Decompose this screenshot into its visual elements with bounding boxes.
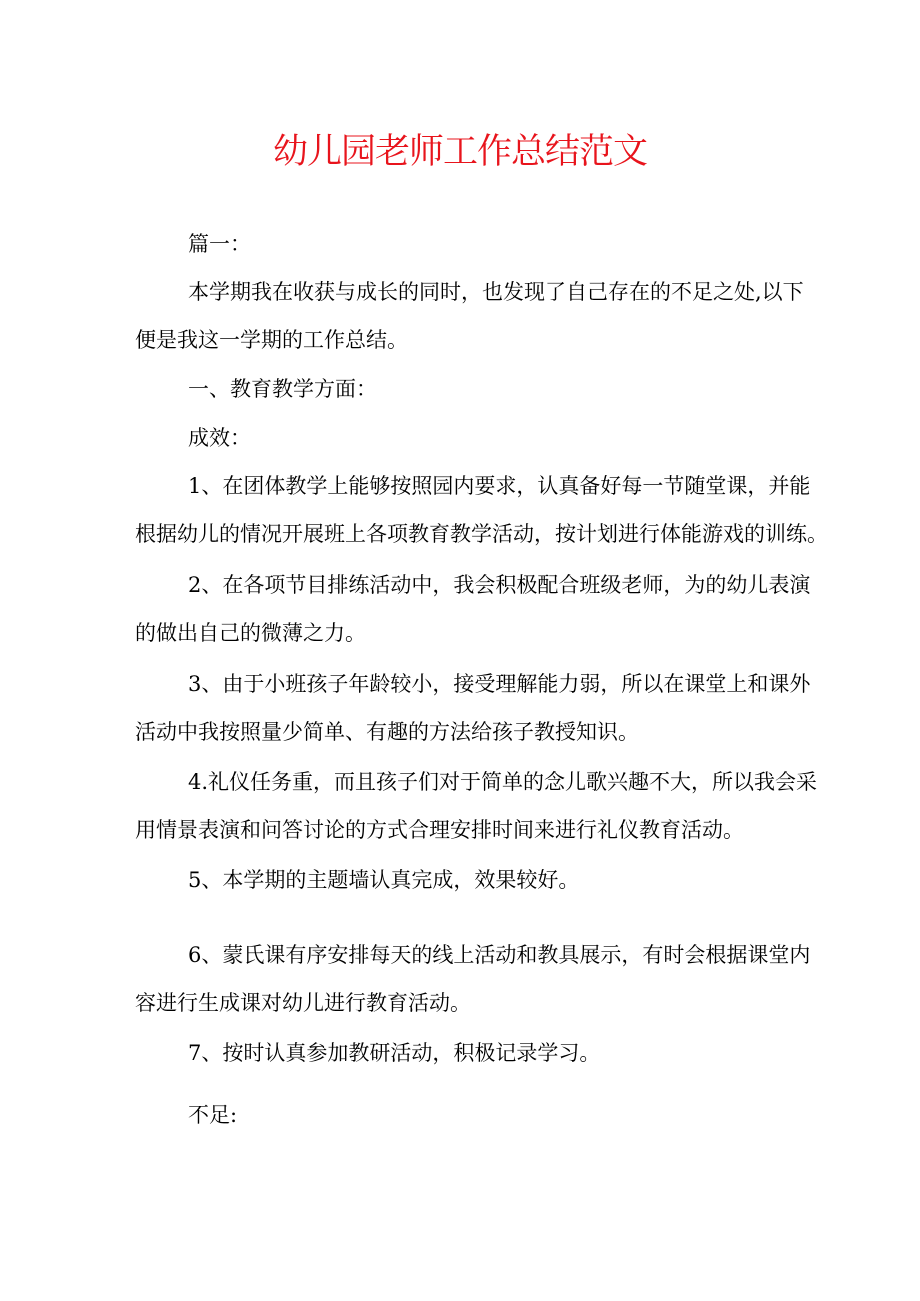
paragraph-line: 成效： [188, 426, 251, 450]
paragraph-shortcomings-heading [135, 1091, 795, 1139]
paragraph-line: 的做出自己的微薄之力。 [135, 621, 366, 645]
paragraph-line: 6、蒙氏课有序安排每天的线上活动和教具展示，有时会根据课堂内 [188, 943, 811, 967]
paragraph-achievements-heading [135, 414, 795, 462]
document-title: 幼儿园老师工作总结范文 [272, 132, 647, 172]
paragraph-line: 用情景表演和问答讨论的方式合理安排时间来进行礼仪教育活动。 [135, 818, 744, 842]
paragraph-line: 1、在团体教学上能够按照园内要求，认真备好每一节随堂课，并能 [188, 474, 811, 498]
paragraph-line: 本学期我在收获与成长的同时，也发现了自己存在的不足之处,以下 [188, 280, 804, 304]
paragraph-item-2 [135, 561, 811, 657]
paragraph-line: 根据幼儿的情况开展班上各项教育教学活动，按计划进行体能游戏的训练。 [135, 522, 828, 546]
paragraph-heading-part-one [135, 220, 795, 268]
paragraph-item-6 [135, 931, 811, 1027]
paragraph-line: 5、本学期的主题墙认真完成，效果较好。 [188, 868, 580, 892]
paragraph-line: 4.礼仪任务重，而且孩子们对于简单的念儿歌兴趣不大，所以我会采 [188, 770, 818, 794]
paragraph-item-5 [135, 856, 795, 904]
paragraph-intro [135, 268, 804, 364]
paragraph-line: 3、由于小班孩子年龄较小，接受理解能力弱，所以在课堂上和课外 [188, 672, 811, 696]
paragraph-item-4 [135, 758, 818, 854]
paragraph-line: 活动中我按照量少简单、有趣的方法给孩子教授知识。 [135, 720, 639, 744]
paragraph-item-3 [135, 660, 811, 756]
paragraph-line: 便是我这一学期的工作总结。 [135, 328, 408, 352]
paragraph-item-7 [135, 1029, 795, 1077]
paragraph-item-1 [135, 462, 828, 558]
paragraph-line: 7、按时认真参加教研活动，积极记录学习。 [188, 1041, 601, 1065]
paragraph-section-heading [135, 365, 795, 413]
paragraph-line: 一、教育教学方面： [188, 377, 377, 401]
paragraph-line: 篇一： [188, 232, 251, 256]
paragraph-line: 容进行生成课对幼儿进行教育活动。 [135, 991, 471, 1015]
paragraph-line: 2、在各项节目排练活动中，我会积极配合班级老师，为的幼儿表演 [188, 573, 811, 597]
paragraph-line: 不足: [188, 1103, 238, 1127]
